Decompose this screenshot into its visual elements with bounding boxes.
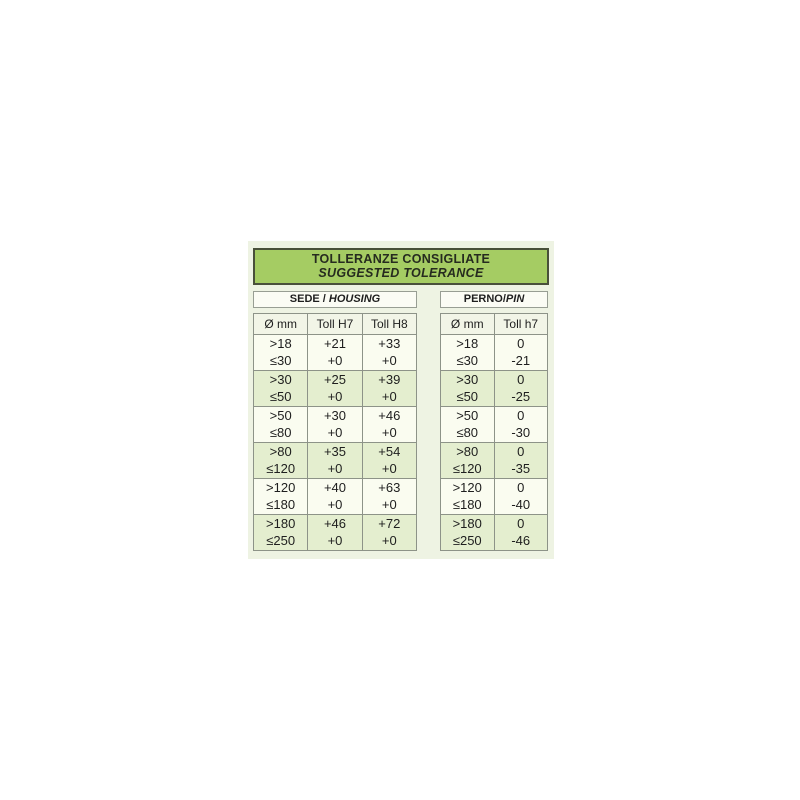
diameter-range: >18 — [456, 336, 479, 351]
title-line-english: SUGGESTED TOLERANCE — [318, 266, 484, 280]
diameter-range: ≤180 — [266, 496, 296, 512]
table-row — [254, 479, 417, 515]
pin-table — [440, 313, 548, 551]
toll-h7-value: +0 — [327, 532, 343, 548]
toll-h7-value: +46 — [323, 516, 347, 531]
toll-h8-value: +33 — [378, 336, 401, 351]
toll-h8-value: +0 — [381, 532, 397, 548]
toll-h7-value: -40 — [511, 496, 531, 512]
table-row — [254, 335, 417, 371]
diameter-range: ≤30 — [456, 352, 479, 368]
table-row — [441, 335, 548, 371]
table-row — [254, 443, 417, 479]
diameter-range: ≤180 — [452, 496, 482, 512]
pin-header-row — [441, 314, 548, 335]
tables-row — [253, 291, 549, 551]
toll-h8-value: +39 — [378, 372, 401, 387]
toll-h8-value: +46 — [378, 408, 401, 423]
diameter-range: >180 — [266, 516, 296, 531]
toll-h7-value: -30 — [511, 424, 531, 440]
toll-h7-value: -21 — [511, 352, 531, 368]
toll-h7-value: +40 — [323, 480, 347, 495]
pin-col-diameter: Ø mm — [441, 314, 495, 335]
housing-table — [253, 313, 417, 551]
toll-h7-value: 0 — [517, 516, 525, 531]
diameter-range: ≤250 — [266, 532, 296, 548]
toll-h7-value: 0 — [517, 444, 525, 459]
diameter-range: ≤250 — [452, 532, 482, 548]
diameter-range: >18 — [269, 336, 292, 351]
diameter-range: >180 — [452, 516, 482, 531]
toll-h8-value: +0 — [381, 388, 397, 404]
toll-h7-value: +0 — [327, 460, 343, 476]
diameter-range: ≤120 — [266, 460, 296, 476]
toll-h8-value: +0 — [381, 496, 397, 512]
table-row — [441, 443, 548, 479]
pin-section-header — [440, 291, 548, 308]
toll-h7-value: +30 — [323, 408, 347, 423]
pin-col-toll-h7: Toll h7 — [494, 314, 548, 335]
toll-h7-value: -46 — [511, 532, 531, 548]
toll-h7-value: -25 — [511, 388, 531, 404]
table-row — [254, 407, 417, 443]
diameter-range: >120 — [452, 480, 482, 495]
housing-section — [253, 291, 417, 551]
toll-h8-value: +0 — [381, 424, 397, 440]
toll-h7-value: +0 — [327, 388, 343, 404]
pin-label-italic: PIN — [505, 293, 525, 305]
table-row — [441, 371, 548, 407]
housing-label-italic: HOUSING — [328, 293, 381, 305]
diameter-range: >50 — [456, 408, 479, 423]
toll-h7-value: +0 — [327, 352, 343, 368]
toll-h7-value: 0 — [517, 336, 525, 351]
diameter-range: >30 — [456, 372, 479, 387]
tolerance-panel — [248, 241, 554, 559]
toll-h7-value: -35 — [511, 460, 531, 476]
diameter-range: ≤50 — [456, 388, 479, 404]
diameter-range: ≤50 — [269, 388, 292, 404]
diameter-range: ≤80 — [269, 424, 292, 440]
diameter-range: ≤80 — [456, 424, 479, 440]
diameter-range: ≤120 — [452, 460, 482, 476]
housing-header-row — [254, 314, 417, 335]
toll-h7-value: 0 — [517, 480, 525, 495]
table-row — [441, 407, 548, 443]
toll-h8-value: +54 — [378, 444, 401, 459]
toll-h7-value: +35 — [323, 444, 347, 459]
toll-h7-value: +25 — [323, 372, 347, 387]
title-banner — [253, 248, 549, 285]
toll-h8-value: +72 — [378, 516, 401, 531]
table-row — [254, 371, 417, 407]
title-line-italian: TOLLERANZE CONSIGLIATE — [311, 252, 491, 266]
pin-label-plain: PERNO/ — [463, 293, 506, 305]
table-row — [441, 515, 548, 551]
diameter-range: >30 — [269, 372, 292, 387]
housing-label-plain: SEDE / — [289, 293, 329, 305]
toll-h8-value: +0 — [381, 352, 397, 368]
diameter-range: >50 — [269, 408, 292, 423]
diameter-range: >80 — [456, 444, 479, 459]
toll-h7-value: +0 — [327, 424, 343, 440]
housing-col-toll-h7: Toll H7 — [308, 314, 362, 335]
toll-h8-value: +63 — [378, 480, 401, 495]
toll-h7-value: 0 — [517, 372, 525, 387]
housing-col-toll-h8: Toll H8 — [362, 314, 416, 335]
diameter-range: ≤30 — [269, 352, 292, 368]
table-row — [254, 515, 417, 551]
toll-h8-value: +0 — [381, 460, 397, 476]
pin-section — [440, 291, 548, 551]
toll-h7-value: 0 — [517, 408, 525, 423]
housing-col-diameter: Ø mm — [254, 314, 308, 335]
table-row — [441, 479, 548, 515]
housing-section-header — [253, 291, 417, 308]
toll-h7-value: +0 — [327, 496, 343, 512]
toll-h7-value: +21 — [323, 336, 347, 351]
diameter-range: >120 — [266, 480, 296, 495]
diameter-range: >80 — [269, 444, 292, 459]
